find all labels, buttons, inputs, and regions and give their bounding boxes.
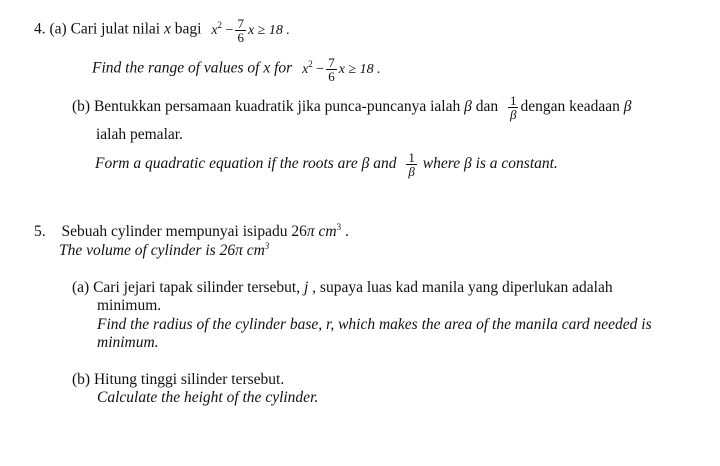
q4b-english-line <box>95 151 558 178</box>
beta-symbol: β <box>464 98 472 116</box>
q4b-label: (b) <box>72 98 91 116</box>
q4a-malay-mid: bagi <box>170 20 202 38</box>
q5a-malay-line1 <box>72 279 613 297</box>
q4a-malay-line <box>34 17 290 44</box>
q5a-malay-line2: minimum. <box>97 297 162 314</box>
q4a-malay-var: x <box>164 20 171 38</box>
q4a-english-text: Find the range of values of <box>92 59 264 77</box>
q4a-inequality-english: $x^2$ − $\frac{7}{6}$ x ≥ 18 . <box>302 55 381 84</box>
pi-symbol: π <box>235 242 243 259</box>
q5b-malay-text: Hitung tinggi silinder tersebut. <box>93 371 285 388</box>
q4b-english-text: Form a quadratic equation if the roots are <box>95 155 362 173</box>
q4b-english-end: is a constant. <box>471 155 558 173</box>
q5a-english-line1: Find the radius of the cylinder base, r, which makes the area of the manila card needed is <box>97 316 652 333</box>
q4b-malay-line2: ialah pemalar. <box>96 126 183 143</box>
q4a-malay-text: Cari julat nilai <box>70 20 164 38</box>
q4a-label: (a) <box>49 20 67 38</box>
fraction-1-over-beta: $\frac{1}{\beta}$ <box>509 93 517 122</box>
q5-english-text: The volume of cylinder is 26 <box>59 242 236 259</box>
q5a-label: (a) <box>72 279 90 296</box>
unit-exponent: 3 <box>264 241 270 251</box>
beta-symbol: β <box>463 155 472 173</box>
q4b-malay-text: Bentukkan persamaan kuadratik jika punca-puncanya ialah <box>93 98 465 116</box>
q4a-inequality-malay: $x^2$ − $\frac{7}{6}$ x ≥ 18 . <box>211 16 290 45</box>
q5a-english-line2: minimum. <box>97 334 159 351</box>
q5a-malay-var: j <box>303 279 309 296</box>
q5b-malay-line <box>72 371 284 389</box>
fraction-1-over-beta: $\frac{1}{\beta}$ <box>408 150 415 179</box>
fraction-7-6: $\frac{7}{6}$ <box>237 16 244 45</box>
q4b-malay-line <box>72 94 631 121</box>
q5b-label: (b) <box>72 371 91 388</box>
q5a-malay-rest: , supaya luas kad manila yang diperlukan adalah <box>308 279 613 296</box>
q5-malay-unit: cm <box>314 223 337 240</box>
q5-malay-text: Sebuah cylinder mempunyai isipadu 26 <box>61 223 307 240</box>
q5-malay-line <box>34 223 349 241</box>
q5-malay-end: . <box>341 223 349 240</box>
q5b-english-line: Calculate the height of the cylinder. <box>97 389 319 406</box>
q5-english-unit: cm <box>242 242 265 259</box>
fraction-7-6: $\frac{7}{6}$ <box>328 55 335 84</box>
q5-number: 5. <box>34 223 46 240</box>
q5a-malay-text: Cari jejari tapak silinder tersebut, <box>93 279 304 296</box>
q4a-english-var: x <box>263 59 271 77</box>
q5-english-line <box>59 242 269 260</box>
beta-symbol: β <box>623 98 632 116</box>
q4b-malay-dan: dan <box>471 98 499 116</box>
q4-number: 4. <box>34 20 46 38</box>
q4a-english-line <box>92 56 381 83</box>
pi-symbol: π <box>306 223 315 240</box>
q4b-english-and: and <box>369 155 397 173</box>
q4b-malay-post: dengan keadaan <box>520 98 624 116</box>
unit-exponent: 3 <box>336 222 342 232</box>
q4a-english-post: for <box>270 59 293 77</box>
beta-symbol: β <box>361 155 370 173</box>
q4b-english-post: where <box>418 155 464 173</box>
